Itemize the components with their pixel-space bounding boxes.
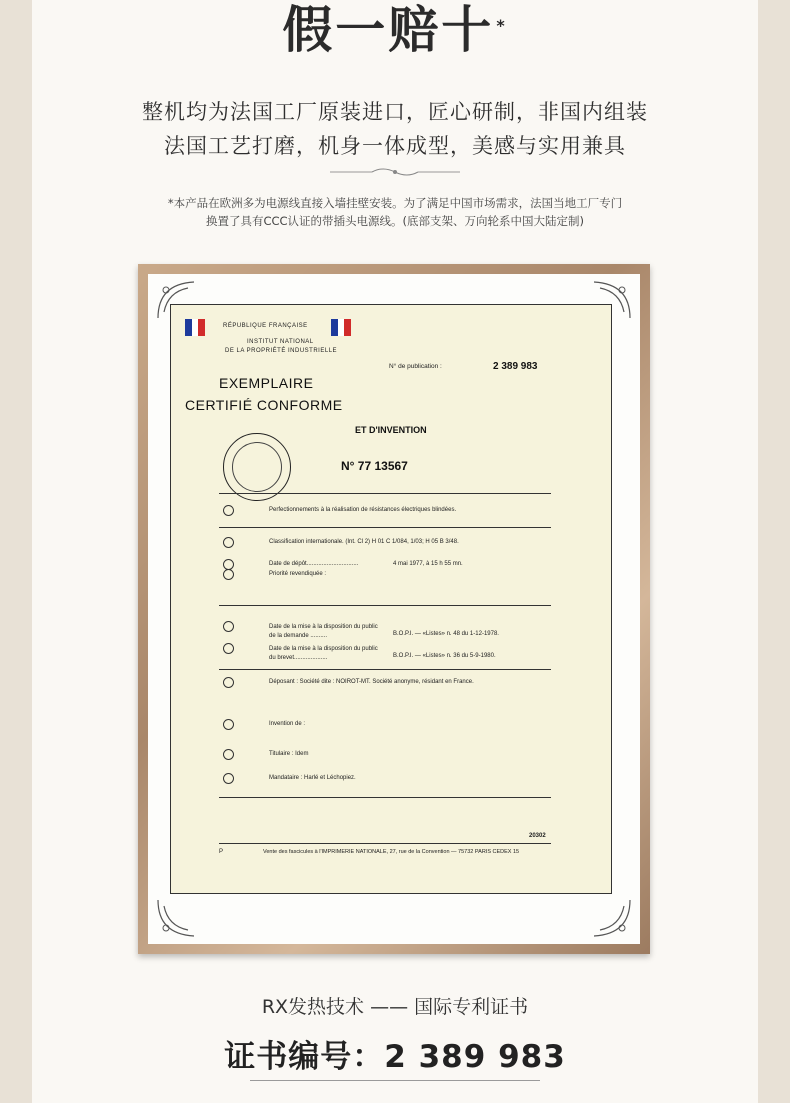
mise2-label: Date de la mise à la disposition du public du brevet.................... bbox=[269, 646, 378, 661]
rule bbox=[219, 527, 551, 528]
ornament-divider-icon bbox=[0, 166, 790, 178]
field-marker-icon bbox=[223, 719, 234, 730]
titulaire: Titulaire : Idem bbox=[269, 751, 309, 757]
field-marker-icon bbox=[223, 677, 234, 688]
field-marker-icon bbox=[223, 773, 234, 784]
republique-label: RÉPUBLIQUE FRANÇAISE bbox=[223, 323, 308, 329]
pub-number-label: N° de publication : bbox=[389, 363, 442, 370]
inventeur: Invention de : bbox=[269, 721, 306, 727]
footnote-line-2: 换置了具有CCC认证的带插头电源线。(底部支架、万向轮系中国大陆定制) bbox=[205, 214, 585, 228]
certifie-label: CERTIFIÉ CONFORME bbox=[185, 397, 343, 413]
mise2-value: B.O.P.I. — «Listes» n. 36 du 5-9-1980. bbox=[393, 653, 496, 659]
institut-label-1: INSTITUT NATIONAL bbox=[247, 339, 314, 345]
certificate-frame bbox=[138, 264, 650, 954]
headline-text: 假一赔十 bbox=[282, 1, 495, 59]
footnote-line-1: *本产品在欧洲多为电源线直接入墙挂壁安装。为了满足中国市场需求，法国当地工厂专门 bbox=[167, 196, 623, 210]
field-marker-icon bbox=[223, 569, 234, 580]
exemplaire-label: EXEMPLAIRE bbox=[219, 375, 314, 391]
french-flag-icon bbox=[331, 319, 351, 336]
field-marker-icon bbox=[223, 537, 234, 548]
rule bbox=[219, 493, 551, 494]
rule bbox=[219, 843, 551, 844]
mandataire: Mandataire : Harlé et Léchopiez. bbox=[269, 775, 356, 781]
field-marker-icon bbox=[223, 643, 234, 654]
headline-asterisk: * bbox=[496, 16, 508, 35]
intro-line-2: 法国工艺打磨，机身一体成型，美感与实用兼具 bbox=[164, 134, 626, 158]
rule bbox=[219, 797, 551, 798]
deposant: Déposant : Société dite : NOIROT-MT. Société anonyme, résidant en France. bbox=[269, 679, 474, 685]
title-line: Perfectionnements à la réalisation de résistances électriques blindées. bbox=[269, 507, 457, 513]
field-marker-icon bbox=[223, 749, 234, 760]
underline bbox=[250, 1080, 540, 1081]
pub-number: 2 389 983 bbox=[493, 361, 538, 372]
doc-code: 20302 bbox=[529, 833, 546, 839]
field-marker-icon bbox=[223, 505, 234, 516]
scroll-ornament-icon bbox=[590, 896, 634, 940]
french-flag-icon bbox=[185, 319, 205, 336]
patent-document bbox=[170, 304, 612, 894]
caption: RX发热技术 —— 国际专利证书 bbox=[261, 996, 529, 1018]
rule bbox=[219, 605, 551, 606]
headline bbox=[0, 0, 790, 60]
mise1-value: B.O.P.I. — «Listes» n. 48 du 1-12-1978. bbox=[393, 631, 499, 637]
depot-label: Date de dépôt............................... bbox=[269, 561, 359, 567]
page-letter: P bbox=[219, 849, 224, 855]
depot-value: 4 mai 1977, à 15 h 55 mn. bbox=[393, 561, 463, 567]
mise1-label: Date de la mise à la disposition du public de la demande .......... bbox=[269, 624, 378, 639]
invention-title: ET D'INVENTION bbox=[355, 425, 427, 435]
intro-line-1: 整机均为法国工厂原装进口，匠心研制，非国内组装 bbox=[142, 100, 648, 124]
official-stamp-icon bbox=[223, 433, 291, 501]
institut-label-2: DE LA PROPRIÉTÉ INDUSTRIELLE bbox=[225, 348, 338, 354]
scroll-ornament-icon bbox=[154, 896, 198, 940]
application-number: N° 77 13567 bbox=[341, 459, 408, 473]
certificate-mat bbox=[148, 274, 640, 944]
rule bbox=[219, 669, 551, 670]
certificate-number: 证书编号：2 389 983 bbox=[224, 1039, 566, 1075]
printer-footer: Vente des fascicules à l'IMPRIMERIE NATIONALE, 27, rue de la Convention — 75732 PARIS CEDEX 15 bbox=[263, 849, 520, 855]
field-marker-icon bbox=[223, 621, 234, 632]
classification: Classification internationale. (Int. Cl 2) H 01 C 1/084, 1/03; H 05 B 3/48. bbox=[269, 539, 459, 545]
priorite-label: Priorité revendiquée : bbox=[269, 571, 327, 577]
